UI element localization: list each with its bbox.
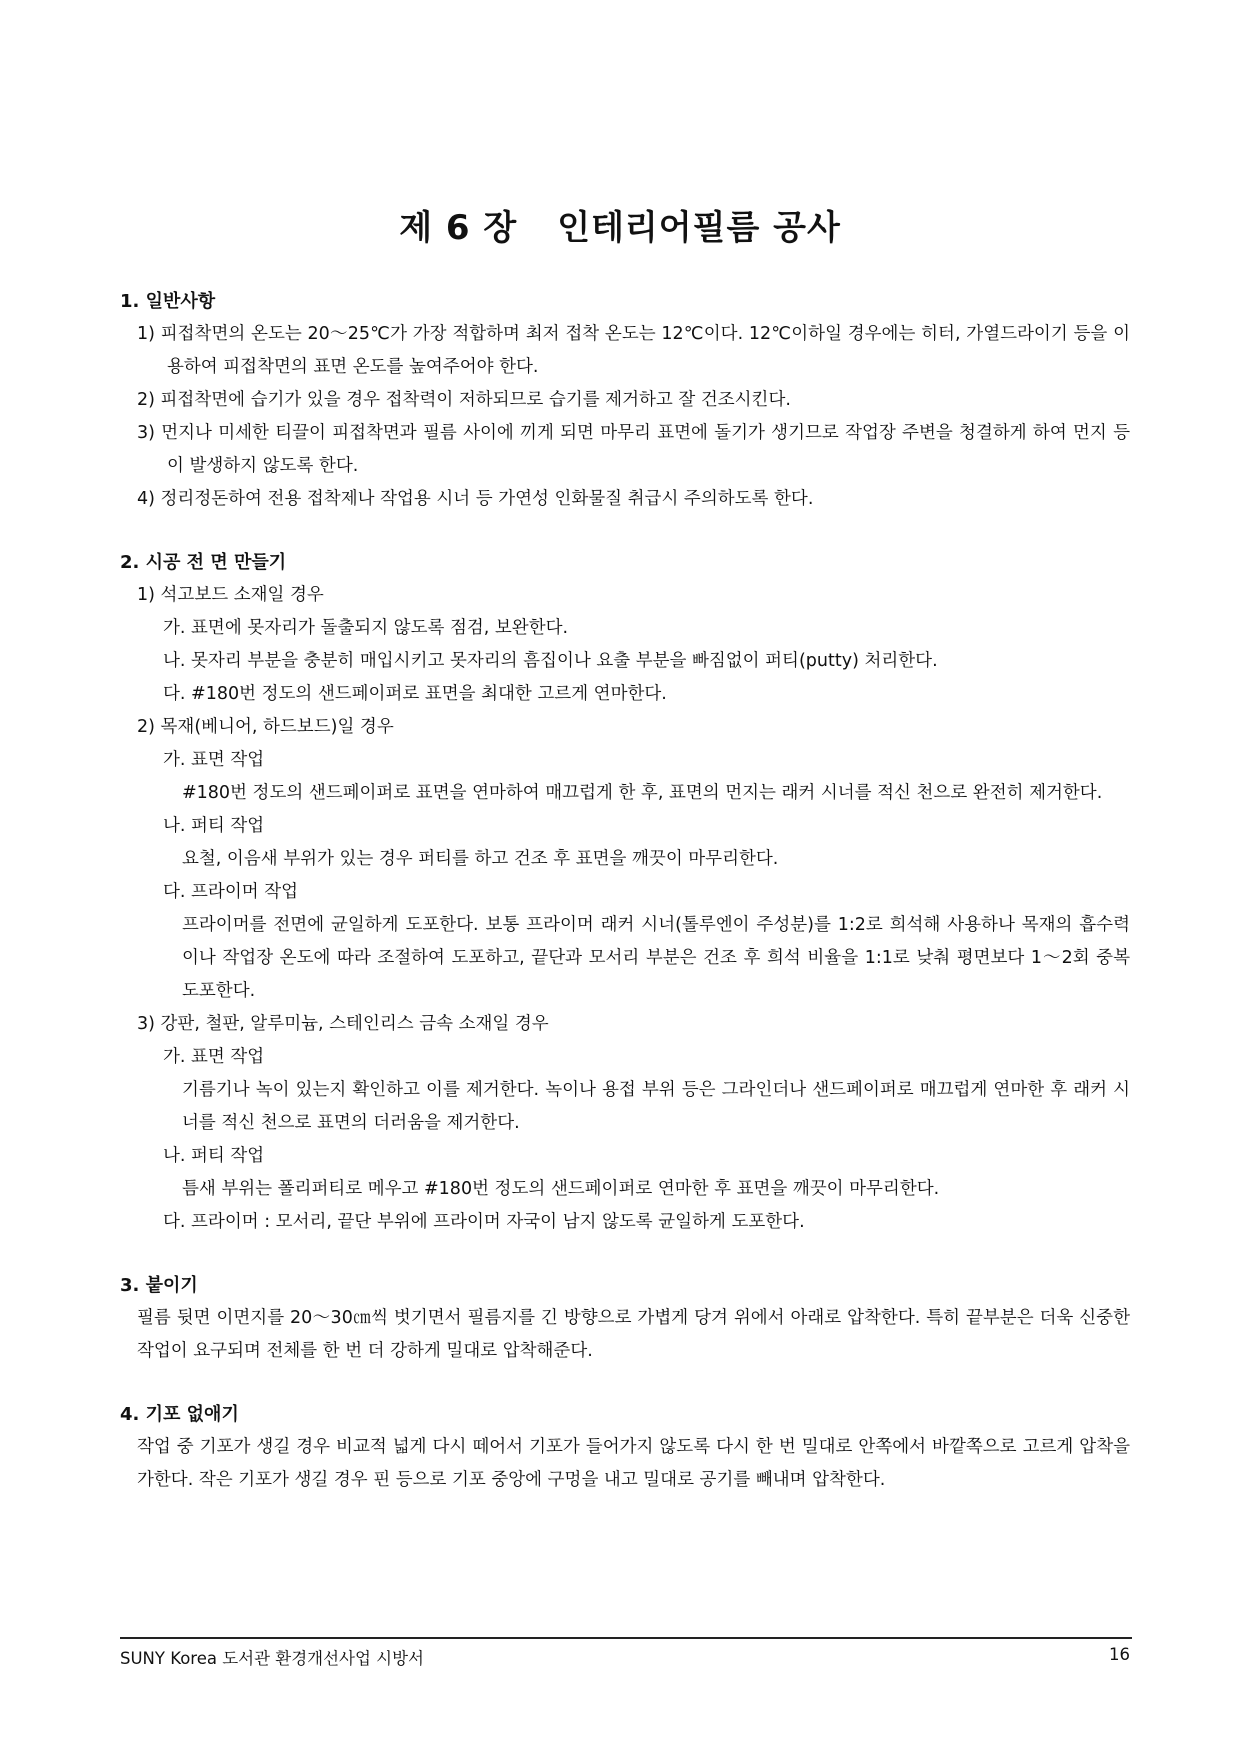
section-attaching [120, 1269, 1130, 1368]
section-heading: 3. 붙이기 [120, 1275, 198, 1296]
sub-description: 틈새 부위는 폴리퍼티로 메우고 #180번 정도의 샌드페이퍼로 연마한 후 표면을 깨끗이 마무리한다. [182, 1179, 940, 1199]
section-heading: 1. 일반사항 [120, 291, 216, 312]
list-item: 4) 정리정돈하여 전용 접착제나 작업용 시너 등 가연성 인화물질 취급시 주의하도록 한다. [137, 489, 814, 509]
sub-item: 가. 표면 작업 [163, 750, 265, 770]
footer-divider [120, 1637, 1132, 1639]
section-general [120, 285, 1130, 516]
sub-item: 다. #180번 정도의 샌드페이퍼로 표면을 최대한 고르게 연마한다. [163, 684, 667, 704]
section-paragraph: 작업 중 기포가 생길 경우 비교적 넓게 다시 떼어서 기포가 들어가지 않도록 다시 한 번 밀대로 안쪽에서 바깥쪽으로 고르게 압착을 가한다. 작은 기포가 생길 경우 핀 등으로 기포 중앙에 구멍을 내고 밀대로 공기를 빼내며 압착한다. [137, 1437, 1130, 1490]
chapter-name: 인테리어필름 공사 [557, 208, 841, 248]
sub-item: 나. 못자리 부분을 충분히 매입시키고 못자리의 흠집이나 요출 부분을 빠짐없이 퍼티(putty) 처리한다. [163, 651, 938, 671]
sub-item: 가. 표면 작업 [163, 1047, 265, 1067]
section-heading: 4. 기포 없애기 [120, 1404, 239, 1425]
sub-description: 요철, 이음새 부위가 있는 경우 퍼티를 하고 건조 후 표면을 깨끗이 마무리한다. [182, 849, 779, 869]
section-surface-prep [120, 546, 1130, 1239]
sub-item: 나. 퍼티 작업 [163, 816, 265, 836]
page-title [0, 200, 1240, 249]
sub-description: 기름기나 녹이 있는지 확인하고 이를 제거한다. 녹이나 용접 부위 등은 그라인더나 샌드페이퍼로 매끄럽게 연마한 후 래커 시너를 적신 천으로 표면의 더러움을 제거한다. [182, 1080, 1130, 1133]
group-label: 3) 강판, 철판, 알루미늄, 스테인리스 금속 소재일 경우 [137, 1014, 549, 1034]
sub-item: 다. 프라이머 작업 [163, 882, 299, 902]
list-item: 3) 먼지나 미세한 티끌이 피접착면과 필름 사이에 끼게 되면 마무리 표면에 돌기가 생기므로 작업장 주변을 청결하게 하여 먼지 등이 발생하지 않도록 한다. [137, 423, 1130, 476]
section-bubble-removal [120, 1398, 1130, 1497]
group-label: 1) 석고보드 소재일 경우 [137, 585, 324, 605]
sub-description: #180번 정도의 샌드페이퍼로 표면을 연마하여 매끄럽게 한 후, 표면의 먼지는 래커 시너를 적신 천으로 완전히 제거한다. [182, 783, 1103, 803]
footer-document-name: SUNY Korea 도서관 환경개선사업 시방서 [120, 1649, 424, 1668]
group-label: 2) 목재(베니어, 하드보드)일 경우 [137, 717, 394, 737]
chapter-number: 제 6 장 [399, 208, 518, 248]
sub-item: 다. 프라이머 : 모서리, 끝단 부위에 프라이머 자국이 남지 않도록 균일하게 도포한다. [163, 1212, 805, 1232]
page-number: 16 [1109, 1645, 1130, 1664]
section-heading: 2. 시공 전 면 만들기 [120, 552, 287, 573]
sub-item: 나. 퍼티 작업 [163, 1146, 265, 1166]
list-item: 1) 피접착면의 온도는 20～25℃가 가장 적합하며 최저 접착 온도는 12℃이다. 12℃이하일 경우에는 히터, 가열드라이기 등을 이용하여 피접착면의 표면 온도를 높여주어야 한다. [137, 324, 1130, 377]
sub-description: 프라이머를 전면에 균일하게 도포한다. 보통 프라이머 래커 시너(톨루엔이 주성분)를 1:2로 희석해 사용하나 목재의 흡수력이나 작업장 온도에 따라 조절하여 도포하고, 끝단과 모서리 부분은 건조 후 희석 비율을 1:1로 낮춰 평면보다 1～2회 중복 도포한다. [182, 915, 1130, 1001]
list-item: 2) 피접착면에 습기가 있을 경우 접착력이 저하되므로 습기를 제거하고 잘 건조시킨다. [137, 390, 791, 410]
sub-item: 가. 표면에 못자리가 돌출되지 않도록 점검, 보완한다. [163, 618, 569, 638]
section-paragraph: 필름 뒷면 이면지를 20～30㎝씩 벗기면서 필름지를 긴 방향으로 가볍게 당겨 위에서 아래로 압착한다. 특히 끝부분은 더욱 신중한 작업이 요구되며 전체를 한 번 더 강하게 밀대로 압착해준다. [137, 1308, 1130, 1361]
document-body [120, 285, 1130, 1497]
